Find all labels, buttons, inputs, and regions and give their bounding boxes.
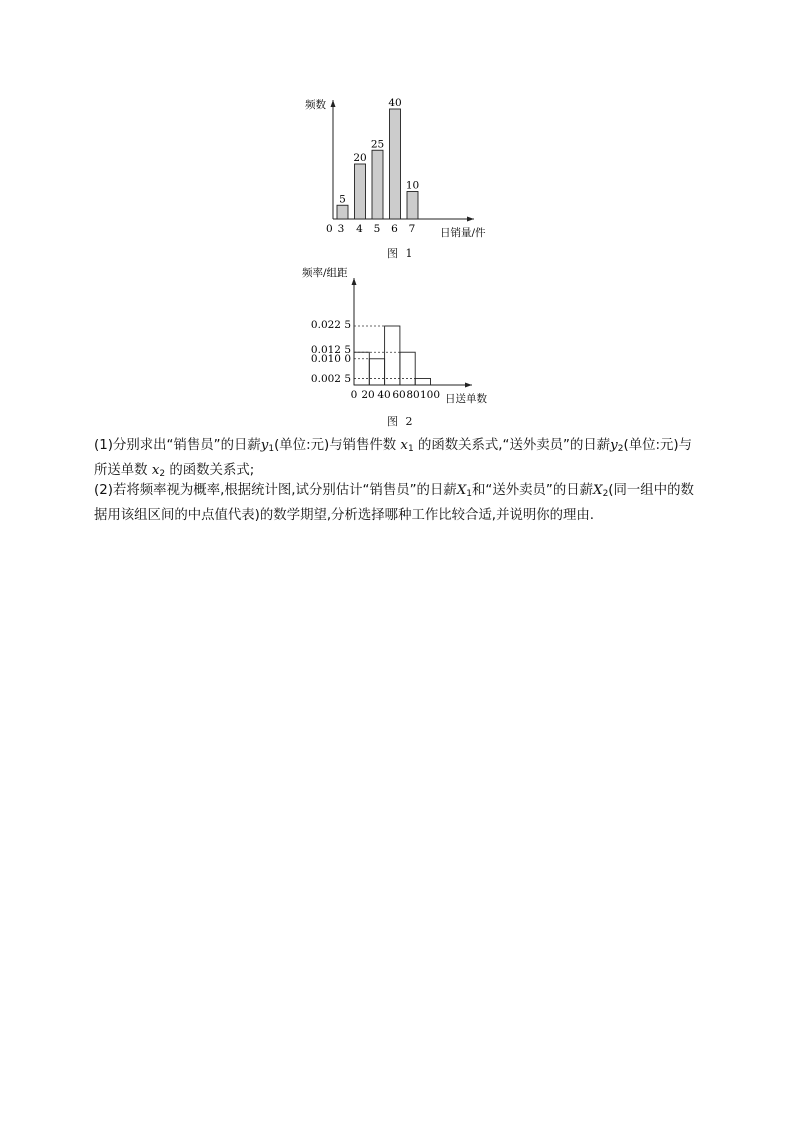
chart2-x-axis-arrow bbox=[465, 383, 472, 388]
chart1-y-axis-label: 频数 bbox=[305, 99, 326, 111]
x-tick-label: 0 bbox=[350, 389, 358, 401]
frequency-histogram bbox=[0, 0, 794, 420]
q1-sub-4: 2 bbox=[159, 469, 166, 479]
x-tick-label: 60 bbox=[392, 389, 406, 401]
histogram-bin-0-20 bbox=[354, 352, 369, 385]
figure-2-caption: 图 2 bbox=[387, 415, 415, 428]
y-tick-label: 0.002 5 bbox=[310, 373, 351, 385]
chart2-bars bbox=[354, 326, 431, 385]
bar-value-label: 25 bbox=[370, 138, 385, 151]
x-tick-label: 7 bbox=[408, 223, 416, 235]
q2-text-2: 和“送外卖员”的日薪 bbox=[472, 483, 594, 498]
chart2-y-axis-label: 频率/组距 bbox=[302, 267, 348, 279]
chart1-x-axis-label: 日销量/件 bbox=[440, 227, 486, 239]
y-tick-label: 0.022 5 bbox=[310, 319, 351, 331]
q2-sub-1: 1 bbox=[466, 489, 473, 499]
q1-text-3: 的函数关系式,“送外卖员”的日薪 bbox=[413, 438, 611, 453]
y-tick-label: 0.012 5 bbox=[310, 344, 351, 356]
histogram-bin-80-100 bbox=[415, 378, 430, 385]
chart2-axes bbox=[311, 278, 472, 401]
y-tick-label: 0.010 0 bbox=[310, 353, 351, 365]
x-tick-label: 100 bbox=[419, 389, 441, 401]
histogram-bin-40-60 bbox=[385, 326, 400, 385]
bar-value-label: 20 bbox=[353, 152, 367, 164]
x-tick-label: 5 bbox=[373, 223, 381, 235]
q1-sub-3: 2 bbox=[617, 444, 624, 454]
q1-sub-1: 1 bbox=[268, 444, 275, 454]
histogram-bin-60-80 bbox=[400, 352, 415, 385]
x-tick-label: 20 bbox=[361, 389, 375, 401]
question-2 bbox=[94, 480, 704, 526]
q2-sub-2: 2 bbox=[602, 489, 609, 499]
q1-var-y1: y bbox=[260, 438, 269, 453]
x-tick-label: 6 bbox=[391, 223, 398, 235]
x-tick-label: 80 bbox=[406, 389, 420, 401]
q1-text-1: (1)分别求出“销售员”的日薪 bbox=[94, 438, 261, 453]
q1-var-x2: x bbox=[151, 463, 160, 478]
figure-1-caption: 图 1 bbox=[387, 247, 415, 260]
q1-text-5: 的函数关系式; bbox=[165, 463, 255, 478]
q2-var-X2: X bbox=[593, 483, 603, 498]
bar-value-label: 10 bbox=[405, 179, 420, 192]
q1-sub-2: 1 bbox=[407, 444, 414, 454]
histogram-bin-20-40 bbox=[369, 359, 384, 385]
q2-text-3: (同一组中的数据用该组区间的中点值代表)的数学期望,分析选择哪种工作比较合适,并说明你的理由. bbox=[94, 483, 694, 523]
chart2-x-axis-label: 日送单数 bbox=[445, 393, 487, 405]
q2-var-X1: X bbox=[456, 483, 467, 498]
chart1-origin-label: 0 bbox=[326, 223, 333, 235]
chart2-y-axis-arrow bbox=[352, 278, 357, 285]
bar-value-label: 40 bbox=[388, 97, 402, 109]
x-tick-label: 4 bbox=[356, 223, 363, 235]
q1-var-y2: y bbox=[610, 438, 618, 453]
q1-text-4: (单位:元)与所送单数 bbox=[94, 438, 693, 478]
question-1 bbox=[94, 435, 704, 485]
x-tick-label: 40 bbox=[377, 389, 391, 401]
q1-text-2: (单位:元)与销售件数 bbox=[274, 438, 401, 453]
q2-text-1: (2)若将频率视为概率,根据统计图,试分别估计“销售员”的日薪 bbox=[94, 483, 457, 498]
bar-value-label: 5 bbox=[339, 193, 346, 206]
x-tick-label: 3 bbox=[337, 223, 345, 235]
q1-var-x1: x bbox=[400, 438, 408, 453]
